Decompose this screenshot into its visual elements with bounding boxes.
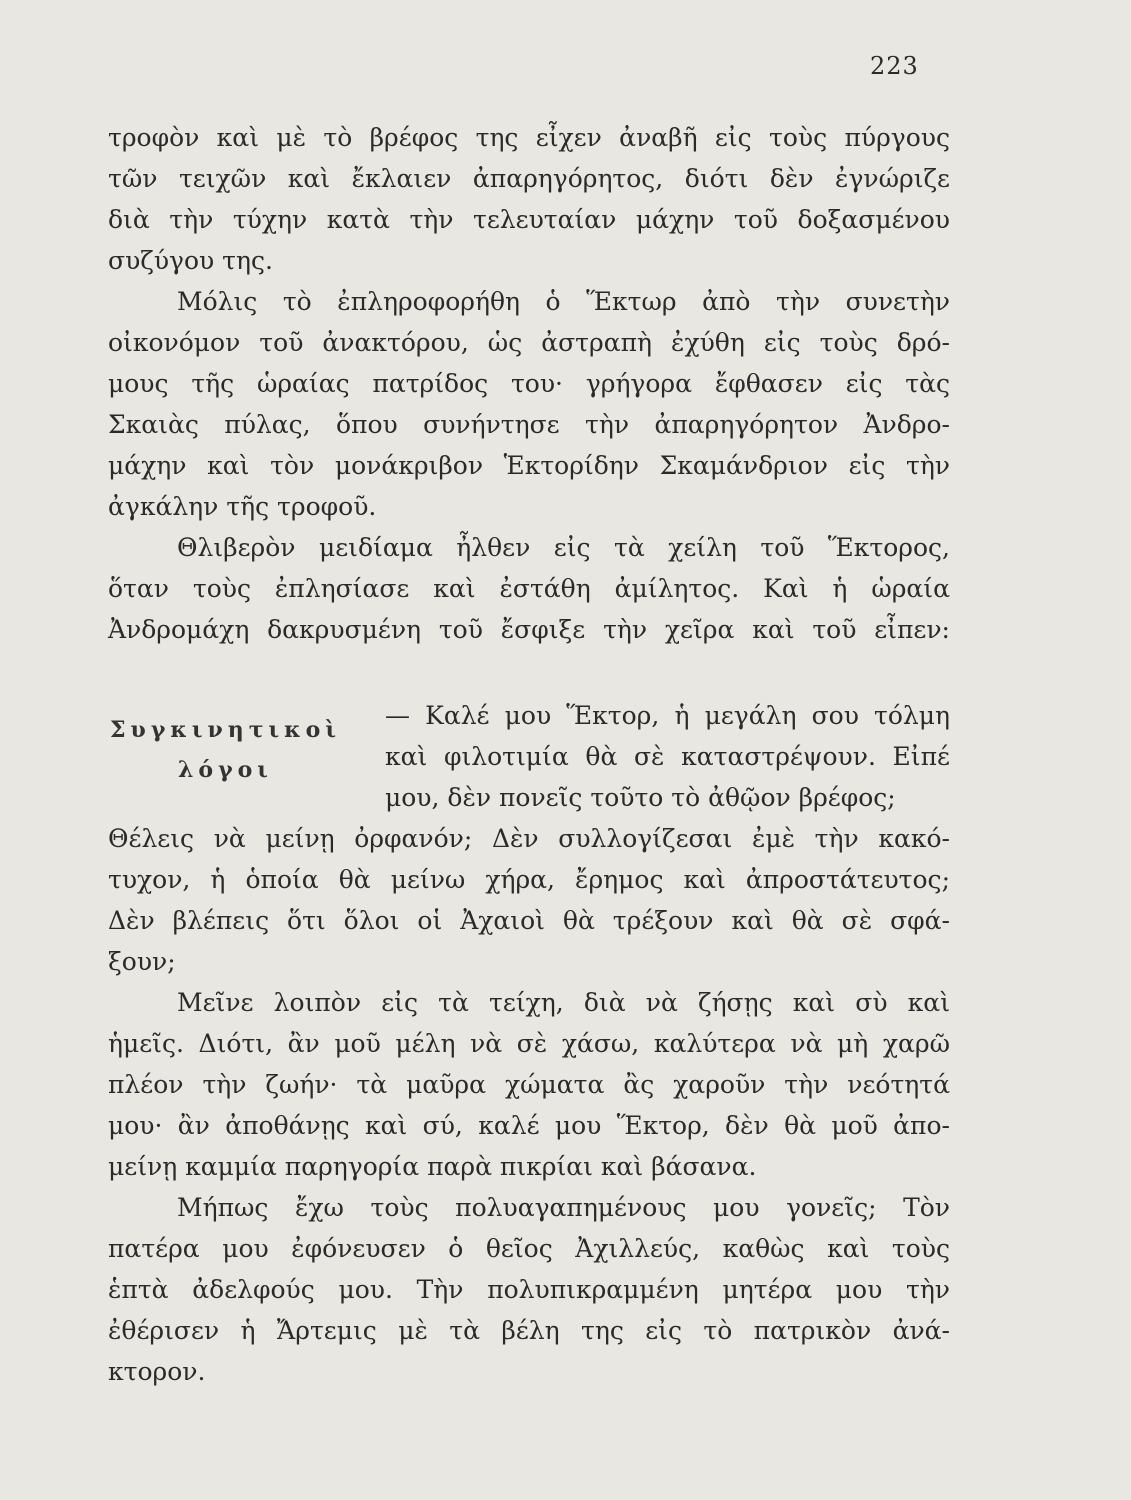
text-line: Δὲν βλέπεις ὅτι ὅλοι οἱ Ἀχαιοὶ θὰ τρέξουν καὶ θὰ σὲ σφά- (108, 906, 950, 935)
text-line: μου, δὲν πονεῖς τοῦτο τὸ ἀθῷον βρέφος; (385, 783, 896, 812)
text-line: τροφὸν καὶ μὲ τὸ βρέφος της εἶχεν ἀναβῆ εἰς τοὺς πύργους (108, 123, 950, 152)
text-line: τῶν τειχῶν καὶ ἔκλαιεν ἀπαρηγόρητος, διότι δὲν ἐγνώριζε (108, 164, 950, 193)
text-line: τυχον, ἡ ὁποία θὰ μείνω χήρα, ἔρημος καὶ ἀπροστάτευτος; (108, 865, 950, 894)
text-line: μείνῃ καμμία παρηγορία παρὰ πικρίαι καὶ βάσανα. (108, 1152, 757, 1181)
text-line: μάχην καὶ τὸν μονάκριβον Ἑκτορίδην Σκαμάνδριον εἰς τὴν (108, 451, 950, 480)
text-line: ἐθέρισεν ἡ Ἄρτεμις μὲ τὰ βέλη της εἰς τὸ πατρικὸν ἀνά- (108, 1316, 950, 1345)
text-line: συζύγου της. (108, 246, 273, 275)
margin-note-line1: Συγκινητικοὶ (110, 717, 341, 743)
text-line: Μεῖνε λοιπὸν εἰς τὰ τείχη, διὰ νὰ ζήσῃς καὶ σὺ καὶ (177, 988, 950, 1017)
text-line: ξουν; (108, 947, 176, 976)
text-line: πλέον τὴν ζωήν· τὰ μαῦρα χώματα ἂς χαροῦν τὴν νεότητά (108, 1070, 950, 1099)
text-line: ὅταν τοὺς ἐπλησίασε καὶ ἐστάθη ἀμίλητος. Καὶ ἡ ὡραία (108, 574, 950, 603)
text-line: Μήπως ἔχω τοὺς πολυαγαπημένους μου γονεῖς; Τὸν (177, 1193, 950, 1222)
text-line: διὰ τὴν τύχην κατὰ τὴν τελευταίαν μάχην τοῦ δοξασμένου (108, 205, 950, 234)
text-line: κτορον. (108, 1357, 206, 1386)
text-line: Σκαιὰς πύλας, ὅπου συνήντησε τὴν ἀπαρηγόρητον Ἀνδρο- (108, 410, 950, 439)
page-number: 223 (870, 52, 919, 80)
text-line: Μόλις τὸ ἐπληροφορήθη ὁ Ἕκτωρ ἀπὸ τὴν συνετὴν (177, 287, 950, 316)
text-line: Θέλεις νὰ μείνῃ ὀρφανόν; Δὲν συλλογίζεσαι ἐμὲ τὴν κακό- (108, 824, 950, 853)
text-line: ἡμεῖς. Διότι, ἂν μοῦ μέλη νὰ σὲ χάσω, καλύτερα νὰ μὴ χαρῶ (108, 1029, 950, 1058)
text-line: ἑπτὰ ἀδελφούς μου. Τὴν πολυπικραμμένη μητέρα μου τὴν (108, 1275, 950, 1304)
text-line: μους τῆς ὡραίας πατρίδος του· γρήγορα ἔφθασεν εἰς τὰς (108, 369, 950, 398)
text-line: — Καλέ μου Ἕκτορ, ἡ μεγάλη σου τόλμη (385, 701, 950, 730)
margin-note-line2: λόγοι (178, 757, 273, 783)
text-line: οἰκονόμον τοῦ ἀνακτόρου, ὡς ἀστραπὴ ἐχύθη εἰς τοὺς δρό- (108, 328, 950, 357)
text-line: Θλιβερὸν μειδίαμα ἦλθεν εἰς τὰ χείλη τοῦ Ἕκτορος, (177, 533, 950, 562)
text-line: Ἀνδρομάχη δακρυσμένη τοῦ ἔσφιξε τὴν χεῖρα καὶ τοῦ εἶπεν: (108, 615, 950, 644)
text-line: πατέρα μου ἐφόνευσεν ὁ θεῖος Ἀχιλλεύς, καθὼς καὶ τοὺς (108, 1234, 950, 1263)
text-line: μου· ἂν ἀποθάνῃς καὶ σύ, καλέ μου Ἕκτορ, δὲν θὰ μοῦ ἀπο- (108, 1111, 950, 1140)
text-line: καὶ φιλοτιμία θὰ σὲ καταστρέψουν. Εἰπέ (385, 742, 950, 771)
text-line: ἀγκάλην τῆς τροφοῦ. (108, 492, 377, 521)
